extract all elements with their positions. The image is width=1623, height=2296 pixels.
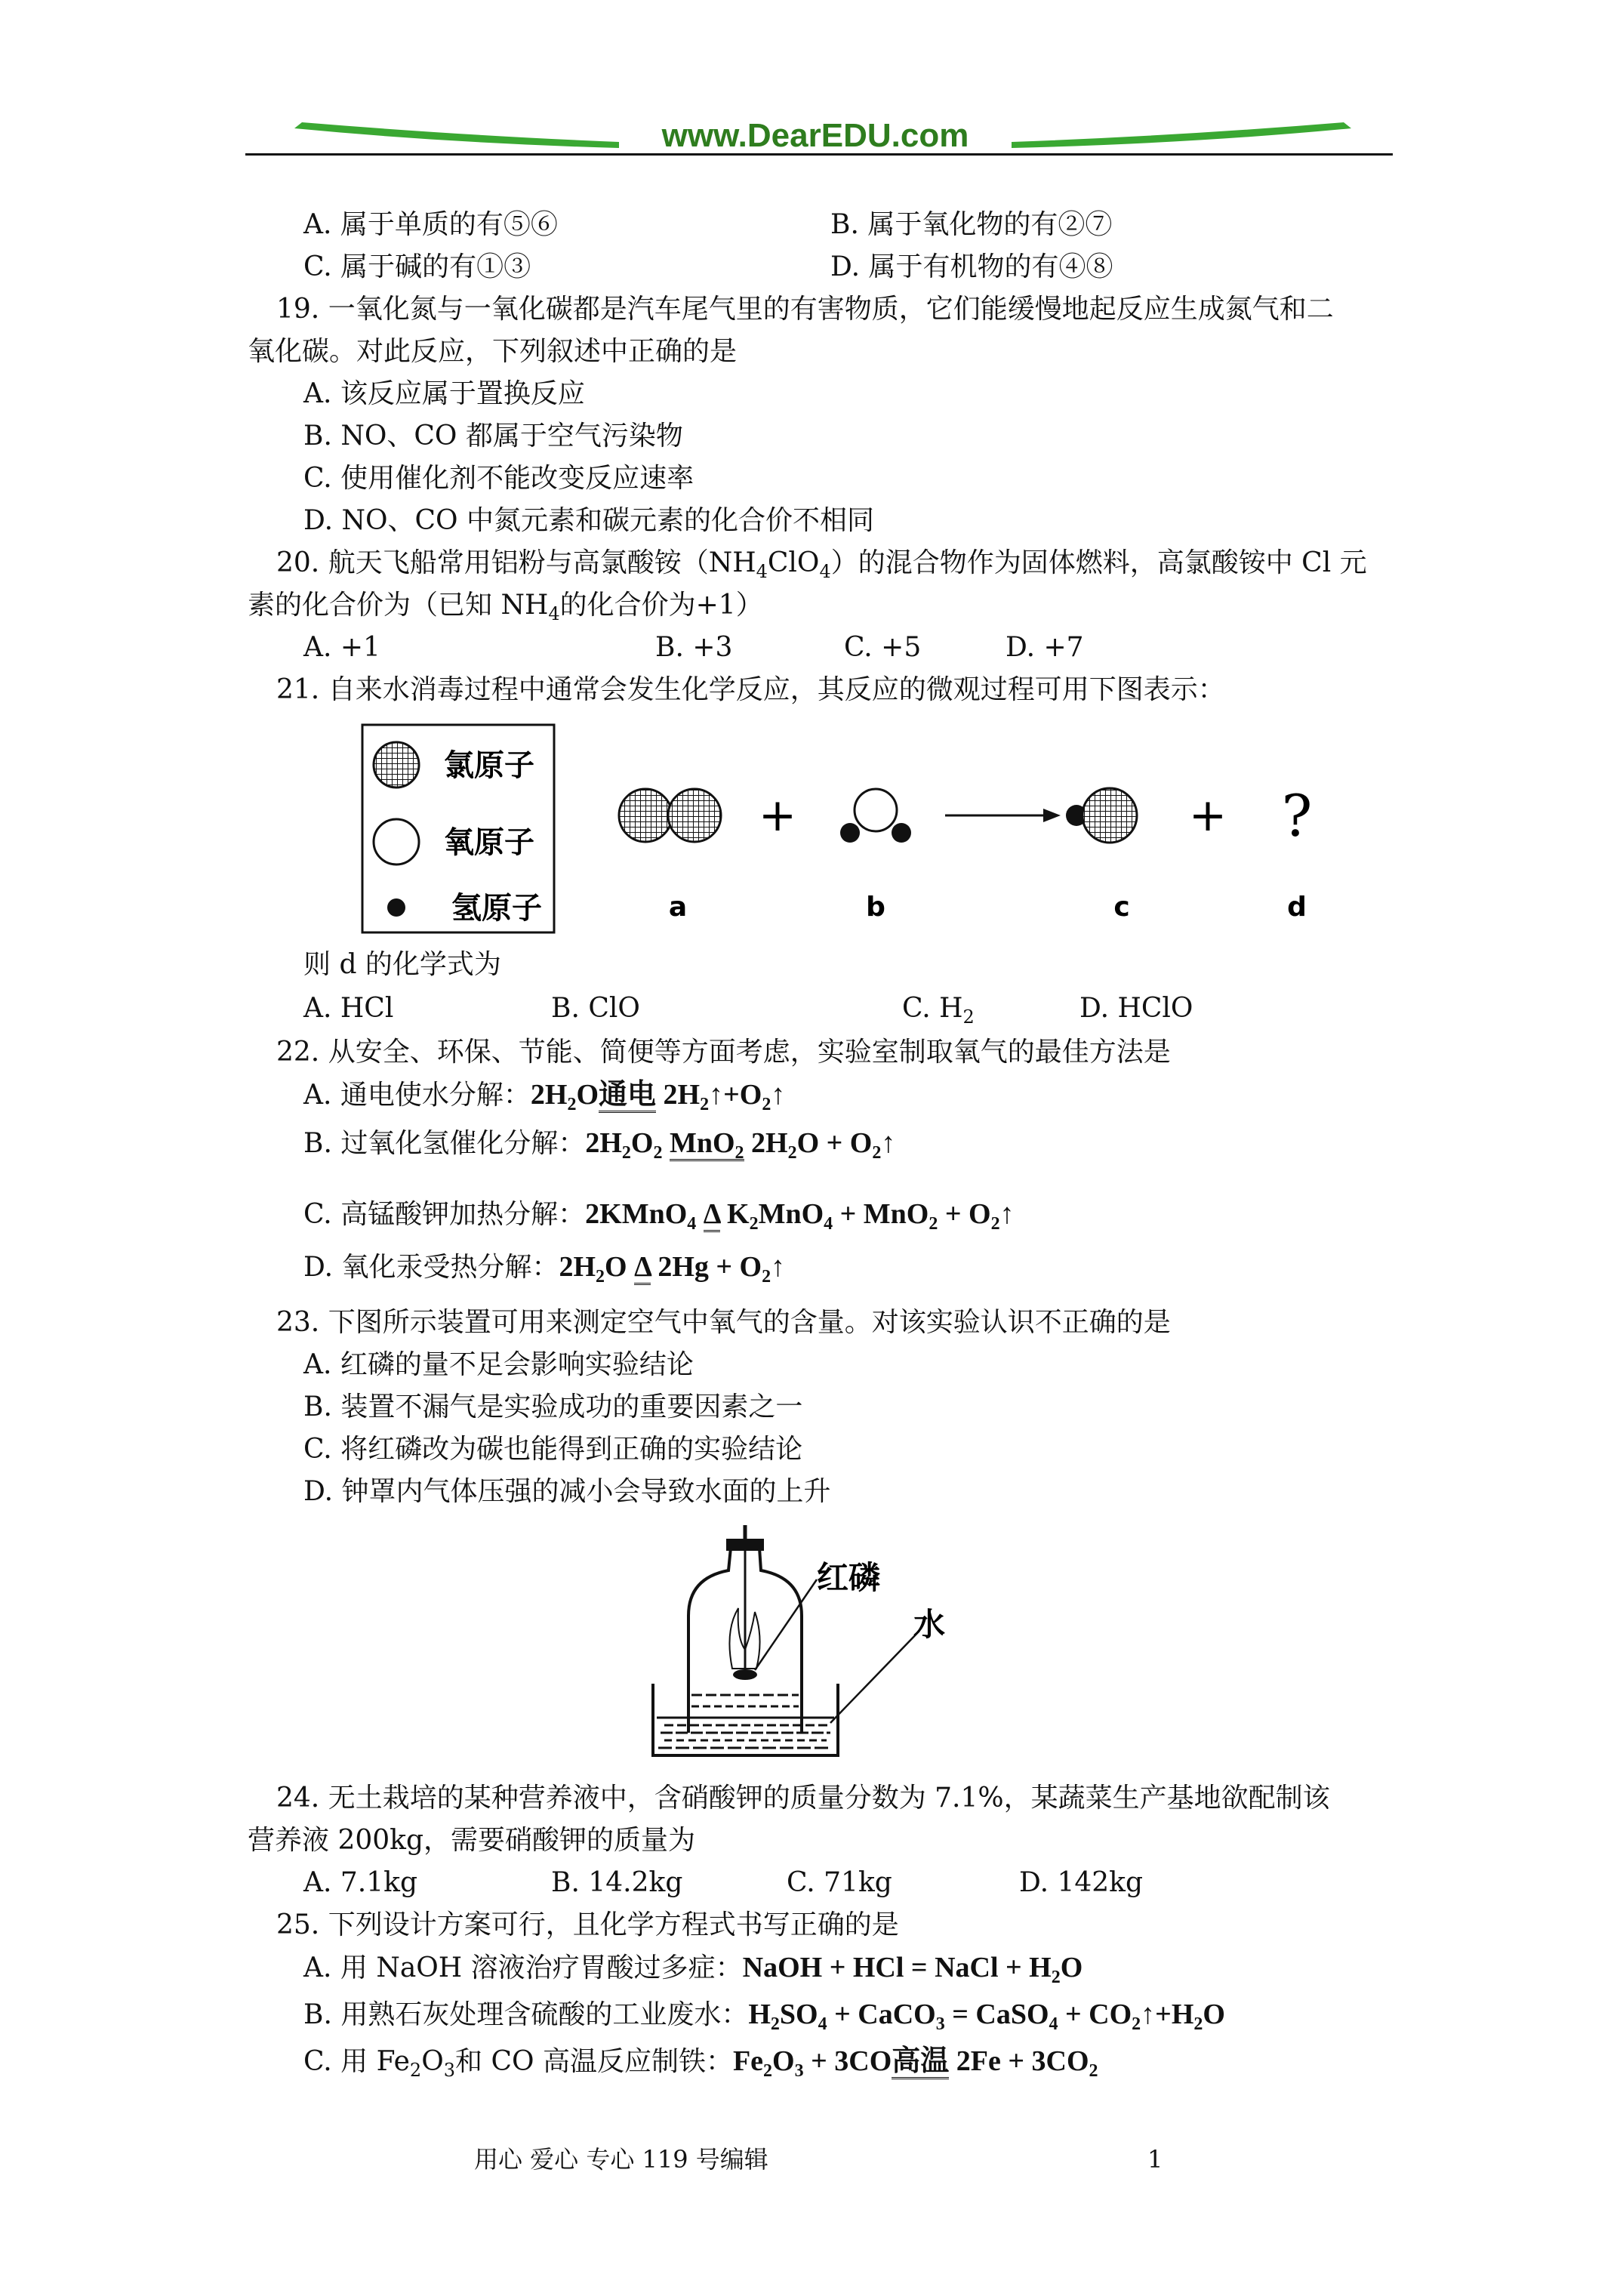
- q24-option-a: A. 7.1kg: [303, 1867, 417, 1898]
- q19-option-c: C. 使用催化剂不能改变反应速率: [303, 463, 694, 494]
- molecule-c-cl: [1083, 788, 1137, 843]
- q23-stem: 23. 下图所示装置可用来测定空气中氧气的含量。对该实验认识不正确的是: [276, 1307, 1171, 1338]
- water-label: 水: [913, 1606, 946, 1643]
- plus-sign-2: +: [1188, 789, 1227, 842]
- molecule-b-h1: [840, 823, 860, 843]
- q21-option-c: C. $H_2$: [902, 993, 975, 1028]
- q23-option-d: D. 钟罩内气体压强的减小会导致水面的上升: [303, 1476, 831, 1507]
- q19-option-a: A. 该反应属于置换反应: [303, 378, 585, 409]
- q18-option-a: A. 属于单质的有⑤⑥: [303, 209, 558, 240]
- q18-option-b: B. 属于氧化物的有②⑦: [830, 209, 1113, 240]
- q20-option-c: C. +5: [844, 632, 922, 663]
- q22-option-a: A. 通电使水分解：$2H_2O$通电 $2H_2↑+O_2↑$: [303, 1079, 786, 1114]
- legend-o-label: 氧原子: [444, 825, 534, 860]
- molecule-a-cl2: [668, 789, 721, 842]
- q21-reaction-figure: [355, 721, 1336, 940]
- q23-option-c: C. 将红磷改为碳也能得到正确的实验结论: [303, 1434, 803, 1465]
- molecule-a-cl1: [619, 789, 672, 842]
- legend-cl-atom-icon: [374, 742, 419, 787]
- q22-a-equation: $2H_2O$通电 $2H_2↑+O_2↑$: [530, 1079, 786, 1114]
- q24-stem-line2: 营养液 200kg，需要硝酸钾的质量为: [248, 1825, 696, 1856]
- q23-option-a: A. 红磷的量不足会影响实验结论: [303, 1349, 694, 1380]
- footer-text: 用心 爱心 专心 119 号编辑: [474, 2145, 768, 2174]
- legend-cl-label: 氯原子: [444, 748, 534, 783]
- molecule-b-o: [855, 789, 897, 831]
- reaction-arrow-head: [1043, 809, 1061, 822]
- q20-option-b: B. +3: [655, 632, 733, 663]
- header-logo: [287, 113, 1359, 159]
- q24-option-b: B. 14.2kg: [551, 1867, 683, 1898]
- q24-option-c: C. 71kg: [787, 1867, 892, 1898]
- q22-option-d: D. 氧化汞受热分解：$2H_2O$ Δ $2Hg + O_2↑$: [303, 1251, 786, 1287]
- q25-option-b: B. 用熟石灰处理含硫酸的工业废水：$H_2SO_4$ + CaCO$_3$ = CaSO$_4$ + $CO_2↑+H_2O$: [303, 1999, 1225, 2034]
- label-c: c: [1113, 892, 1130, 923]
- header-rule: [245, 153, 1393, 156]
- q18-option-d: D. 属于有机物的有④⑧: [830, 251, 1113, 282]
- plus-sign-1: +: [758, 789, 797, 842]
- legend-o-atom-icon: [374, 819, 419, 864]
- q22-c-equation: 2KMnO$_4$ Δ $K_2MnO_4 + MnO_2$ + $O_2↑$: [585, 1198, 1015, 1234]
- q25-b-equation: $H_2SO_4$ + CaCO$_3$ = CaSO$_4$ + $CO_2↑+H_2O$: [748, 1999, 1225, 2034]
- label-a: a: [668, 892, 688, 923]
- logo-swoosh-left: [294, 122, 619, 148]
- logo-text: www.DearEDU.com: [661, 117, 969, 154]
- logo-swoosh-right: [1012, 122, 1351, 148]
- page-number: 1: [1147, 2145, 1163, 2174]
- unknown-molecule-d: ?: [1281, 782, 1313, 849]
- q25-c-equation: $Fe_2O_3 + 3CO$高温 $2Fe + 3CO_2$: [732, 2045, 1098, 2081]
- water-trough: [653, 1684, 838, 1755]
- q25-option-a: A. 用 NaOH 溶液治疗胃酸过多症：NaOH + HCl = NaCl + $H_2O$: [303, 1952, 1083, 1987]
- q23-apparatus-figure: [642, 1525, 959, 1767]
- q19-stem-line2: 氧化碳。对此反应，下列叙述中正确的是: [248, 336, 738, 367]
- molecule-b-h2: [892, 823, 911, 843]
- legend-h-label: 氢原子: [451, 891, 542, 926]
- label-b: b: [866, 892, 885, 923]
- q25-stem: 25. 下列设计方案可行，且化学方程式书写正确的是: [276, 1909, 899, 1940]
- q21-option-d: D. HClO: [1079, 993, 1193, 1024]
- legend-h-atom-icon: [387, 898, 405, 917]
- stopper: [726, 1539, 764, 1551]
- label-d: d: [1287, 892, 1307, 923]
- q20-option-a: A. +1: [303, 632, 380, 663]
- q21-stem: 21. 自来水消毒过程中通常会发生化学反应，其反应的微观过程可用下图表示：: [276, 674, 1225, 705]
- q19-stem-line1: 19. 一氧化氮与一氧化碳都是汽车尾气里的有害物质，它们能缓慢地起反应生成氮气和二: [276, 294, 1334, 325]
- q24-option-d: D. 142kg: [1019, 1867, 1144, 1898]
- q21-ask: 则 d 的化学式为: [303, 949, 501, 980]
- q25-option-c: C. 用 $Fe_2O_3$和 CO 高温反应制铁：$Fe_2O_3 + 3CO$高温 $2Fe + 3CO_2$: [303, 2045, 1098, 2081]
- q25-a-equation: NaOH + HCl = NaCl + $H_2O$: [742, 1952, 1083, 1987]
- q22-option-c: C. 高锰酸钾加热分解：2KMnO$_4$ Δ $K_2MnO_4 + MnO_2$ + $O_2↑$: [303, 1198, 1015, 1234]
- water-leader: [830, 1631, 919, 1723]
- q19-option-b: B. NO、CO 都属于空气污染物: [303, 421, 683, 451]
- q19-option-d: D. NO、CO 中氮元素和碳元素的化合价不相同: [303, 505, 874, 536]
- spoon-cup: [733, 1669, 757, 1680]
- q22-stem: 22. 从安全、环保、节能、简便等方面考虑，实验室制取氧气的最佳方法是: [276, 1037, 1171, 1068]
- q20-stem-line1: 20. 航天飞船常用铝粉与高氯酸铵$(NH_4ClO_4)$的混合物作为固体燃料，高氯酸铵中 Cl 元: [276, 547, 1367, 582]
- q21-option-a: A. HCl: [303, 993, 394, 1024]
- q22-b-equation: $2H_2O_2$ MnO$_2$ $2H_2O$ + $O_2↑$: [585, 1127, 896, 1163]
- q22-option-b: B. 过氧化氢催化分解：$2H_2O_2$ MnO$_2$ $2H_2O$ + $O_2↑$: [303, 1127, 896, 1163]
- q21-option-b: B. ClO: [551, 993, 640, 1024]
- q22-d-equation: $2H_2O$ Δ $2Hg + O_2↑$: [559, 1251, 786, 1287]
- q23-option-b: B. 装置不漏气是实验成功的重要因素之一: [303, 1391, 803, 1422]
- q24-stem-line1: 24. 无土栽培的某种营养液中，含硝酸钾的质量分数为 7.1%，某蔬菜生产基地欲配制该: [276, 1783, 1330, 1814]
- phosphorus-label: 红磷: [817, 1559, 881, 1596]
- q20-stem-line2: 素的化合价为（已知 $NH_4$的化合价为+1）: [248, 590, 763, 624]
- q18-option-c: C. 属于碱的有①③: [303, 251, 531, 282]
- q20-option-d: D. +7: [1006, 632, 1084, 663]
- phosphorus-leader: [755, 1579, 817, 1670]
